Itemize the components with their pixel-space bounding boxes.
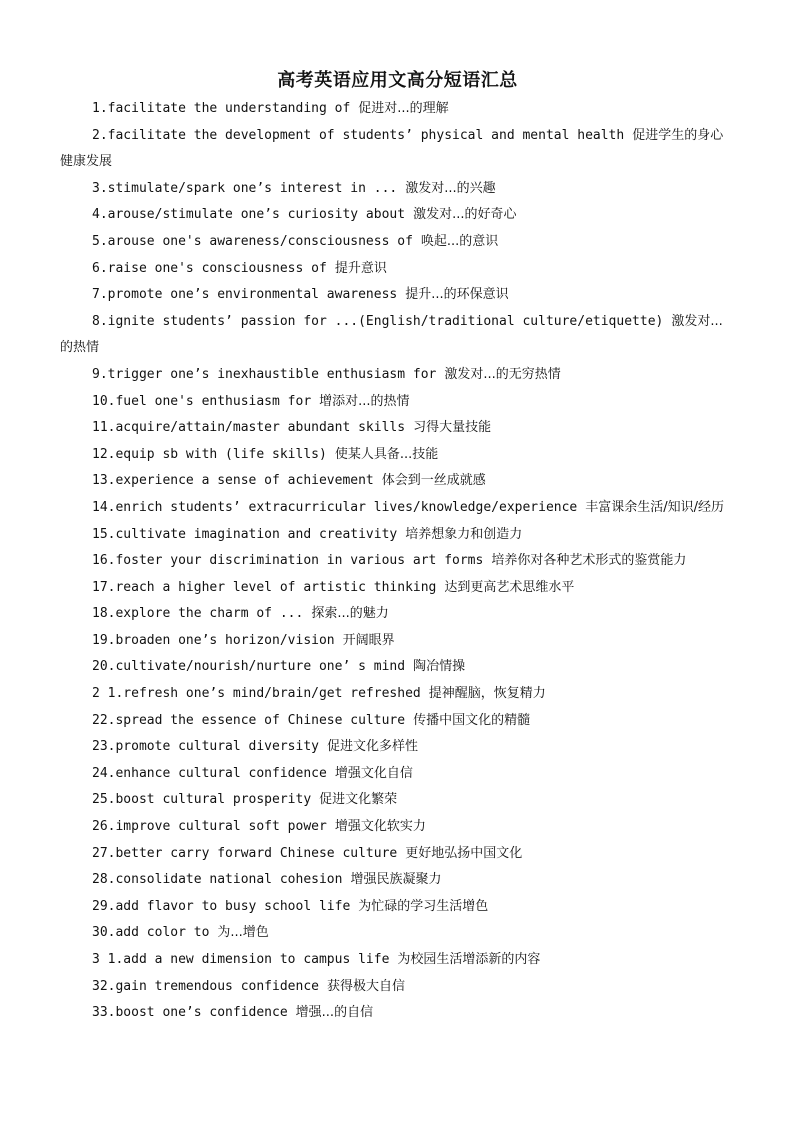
list-item (60, 309, 735, 362)
list-item (60, 894, 735, 921)
list-item (60, 761, 735, 788)
phrase-chinese: 激发对...的好奇心 (413, 207, 517, 223)
phrase-english: 24.enhance cultural confidence (92, 765, 327, 781)
list-item (60, 1000, 735, 1027)
list-item (60, 814, 735, 841)
phrase-chinese: 促进文化繁荣 (319, 792, 398, 808)
phrase-english: 7.promote one’s environmental awareness (92, 287, 398, 303)
list-item (60, 389, 735, 416)
list-item (60, 575, 735, 602)
list-item (60, 202, 735, 229)
phrase-chinese: 开阔眼界 (342, 632, 395, 648)
phrase-chinese: 增强文化自信 (334, 765, 413, 781)
phrase-english: 30.add color to (92, 925, 210, 941)
phrase-chinese: 培养你对各种艺术形式的鉴赏能力 (491, 553, 687, 569)
phrase-chinese: 激发对...的无穷热情 (444, 366, 561, 382)
list-item (60, 920, 735, 947)
phrase-english: 12.equip sb with (life skills) (92, 446, 327, 462)
list-item (60, 628, 735, 655)
phrase-chinese: 激发对...的兴趣 (405, 180, 496, 196)
list-item (60, 654, 735, 681)
list-item (60, 415, 735, 442)
phrase-chinese: 提升意识 (334, 260, 387, 276)
phrase-english: 1.facilitate the understanding of (92, 101, 351, 116)
phrase-chinese: 为忙碌的学习生活增色 (358, 898, 489, 914)
list-item (60, 548, 735, 575)
phrase-english: 13.experience a sense of achievement (92, 473, 374, 489)
phrase-english: 5.arouse one's awareness/consciousness of (92, 233, 413, 249)
list-item (60, 229, 735, 256)
list-item (60, 282, 735, 309)
list-item (60, 495, 735, 522)
phrase-chinese: 传播中国文化的精髓 (413, 712, 531, 728)
phrase-chinese: 促进学生的身心健康发展 (60, 127, 724, 170)
phrase-chinese: 习得大量技能 (413, 420, 492, 436)
phrase-english: 19.broaden one’s horizon/vision (92, 632, 335, 648)
phrase-english: 33.boost one’s confidence (92, 1005, 288, 1021)
phrase-english: 27.better carry forward Chinese culture (92, 845, 398, 861)
phrase-english: 2 1.refresh one’s mind/brain/get refreshed (92, 686, 421, 702)
list-item (60, 256, 735, 283)
phrase-english: 8.ignite students’ passion for ...(English/traditional culture/etiquette) (92, 313, 664, 329)
list-item (60, 362, 735, 389)
phrase-english: 17.reach a higher level of artistic thinking (92, 579, 437, 595)
phrase-chinese: 获得极大自信 (326, 978, 405, 994)
phrase-chinese: 体会到一丝成就感 (381, 473, 486, 489)
phrase-english: 3 1.add a new dimension to campus life (92, 952, 390, 967)
phrase-chinese: 促进对...的理解 (358, 101, 449, 116)
phrase-chinese: 培养想象力和创造力 (405, 526, 523, 542)
list-item (60, 787, 735, 814)
phrase-chinese: 使某人具备...技能 (334, 446, 439, 462)
phrase-english: 6.raise one's consciousness of (92, 260, 327, 276)
phrase-english: 26.improve cultural soft power (92, 819, 327, 835)
phrase-chinese: 为校园生活增添新的内容 (397, 952, 541, 967)
phrase-list (60, 96, 735, 1027)
phrase-chinese: 唤起...的意识 (420, 233, 499, 249)
phrase-chinese: 更好地弘扬中国文化 (405, 845, 523, 861)
phrase-chinese: 为...增色 (217, 925, 269, 941)
list-item (60, 867, 735, 894)
phrase-english: 25.boost cultural prosperity (92, 792, 312, 808)
list-item (60, 468, 735, 495)
phrase-english: 14.enrich students’ extracurricular lives/knowledge/experience (92, 499, 578, 515)
document-page (60, 68, 735, 1027)
phrase-english: 2.facilitate the development of students’ physical and mental health (92, 127, 625, 143)
list-item (60, 681, 735, 708)
phrase-chinese: 增强民族凝聚力 (350, 872, 442, 888)
phrase-english: 11.acquire/attain/master abundant skills (92, 420, 406, 436)
phrase-chinese: 促进文化多样性 (326, 739, 418, 755)
list-item (60, 601, 735, 628)
phrase-english: 23.promote cultural diversity (92, 739, 319, 755)
phrase-chinese: 达到更高艺术思维水平 (444, 579, 575, 595)
phrase-english: 32.gain tremendous confidence (92, 978, 319, 994)
list-item (60, 974, 735, 1001)
list-item (60, 96, 735, 123)
phrase-chinese: 提升...的环保意识 (405, 287, 509, 303)
phrase-english: 10.fuel one's enthusiasm for (92, 393, 312, 409)
phrase-english: 15.cultivate imagination and creativity (92, 526, 398, 542)
phrase-chinese: 增强...的自信 (295, 1005, 374, 1021)
phrase-chinese: 提神醒脑，恢复精力 (428, 686, 546, 702)
phrase-chinese: 增强文化软实力 (334, 819, 426, 835)
list-item (60, 708, 735, 735)
phrase-english: 20.cultivate/nourish/nurture one’ s mind (92, 659, 406, 675)
phrase-english: 3.stimulate/spark one’s interest in ... (92, 180, 398, 196)
phrase-chinese: 丰富课余生活/知识/经历 (585, 499, 725, 515)
phrase-chinese: 激发对...的热情 (60, 313, 723, 356)
list-item (60, 734, 735, 761)
list-item (60, 522, 735, 549)
list-item (60, 841, 735, 868)
phrase-chinese: 陶冶情操 (413, 659, 466, 675)
list-item (60, 947, 735, 974)
phrase-english: 29.add flavor to busy school life (92, 898, 351, 914)
phrase-english: 4.arouse/stimulate one’s curiosity about (92, 207, 406, 223)
phrase-english: 9.trigger one’s inexhaustible enthusiasm for (92, 366, 437, 382)
document-title: 高考英语应用文高分短语汇总 (277, 70, 518, 91)
phrase-english: 18.explore the charm of ... (92, 606, 304, 622)
phrase-chinese: 增添对...的热情 (319, 393, 410, 409)
list-item (60, 442, 735, 469)
list-item (60, 123, 735, 176)
list-item (60, 176, 735, 203)
phrase-english: 22.spread the essence of Chinese culture (92, 712, 406, 728)
phrase-english: 28.consolidate national cohesion (92, 872, 343, 888)
phrase-chinese: 探索...的魅力 (311, 606, 389, 622)
phrase-english: 16.foster your discrimination in various art forms (92, 553, 484, 569)
